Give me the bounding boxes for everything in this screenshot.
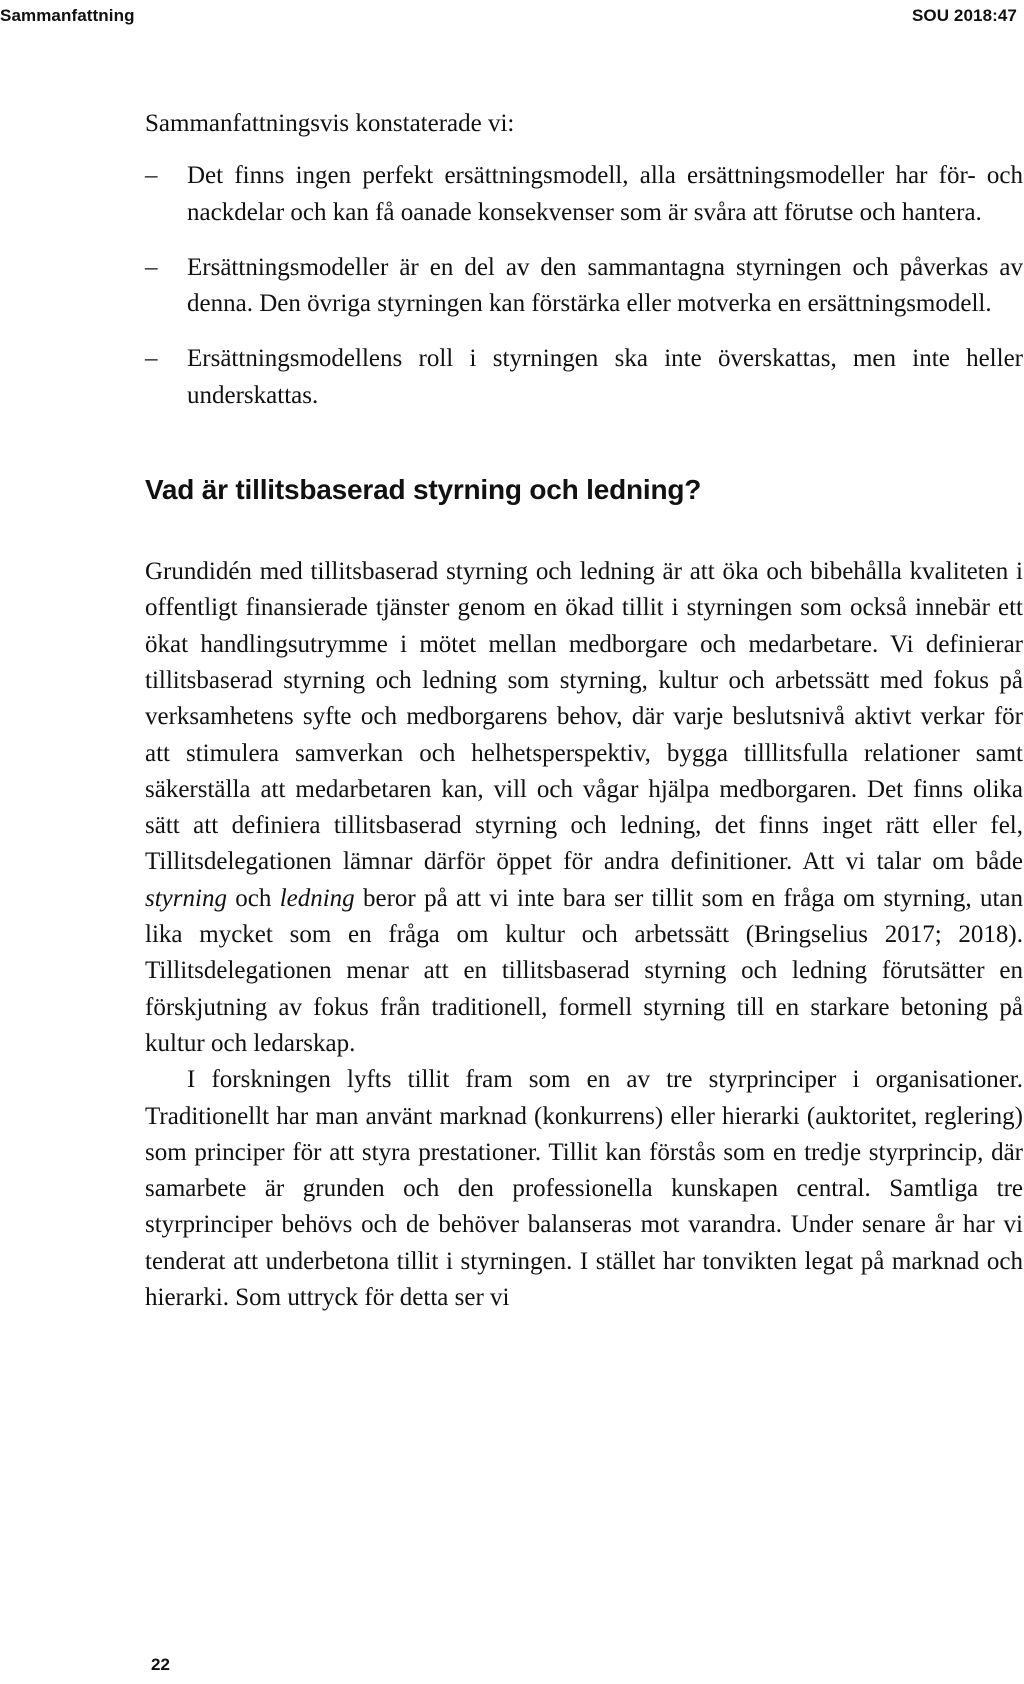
list-item xyxy=(145,250,1023,323)
list-item xyxy=(145,158,1023,231)
page-number: 22 xyxy=(151,1655,170,1674)
dash-marker: – xyxy=(145,345,158,373)
list-item-text: Ersättningsmodellens roll i styrningen ska inte överskattas, men inte heller underskattas. xyxy=(187,345,1023,409)
paragraph-text: och xyxy=(226,884,280,912)
emphasis-text: styrning xyxy=(145,884,227,912)
header-document-reference: SOU 2018:47 xyxy=(911,6,1017,25)
list-item xyxy=(145,341,1023,414)
summary-list xyxy=(145,158,1023,414)
section-heading: Vad är tillitsbaserad styrning och ledning? xyxy=(145,474,702,506)
dash-marker: – xyxy=(145,253,158,281)
list-item-text: Det finns ingen perfekt ersättningsmodell, alla ersättningsmodeller har för- och nackdelar och kan få oanade konsekvenser som är svåra att förutse och hantera. xyxy=(187,162,1023,226)
header-section-title: Sammanfattning xyxy=(0,6,135,25)
page-body xyxy=(145,106,1023,1316)
paragraph-text: Grundidén med tillitsbaserad styrning och ledning är att öka och bibehålla kvaliteten i offentligt finansierade tjänster genom en ökad tillit i styrningen som också innebär ett ökat handlingsutrymme i mötet mellan medborgare och medarbetare. Vi definierar tillitsbaserad styrning och ledning som styrning, kultur och arbetssätt med fokus på verksamhetens syfte och medborgarens behov, där varje beslutsnivå aktivt verkar för att stimulera samverkan och helhetsperspektiv, bygga tilllitsfulla relationer samt säkerställa att medarbetaren kan, vill och vågar hjälpa medborgaren. Det finns olika sätt att definiera tillitsbaserad styrning och ledning, det finns inget rätt eller fel, Tillitsdelegationen lämnar därför öppet för andra definitioner. Att vi talar om både xyxy=(145,558,1023,876)
dash-marker: – xyxy=(145,162,158,190)
intro-line: Sammanfattningsvis konstaterade vi: xyxy=(145,110,515,137)
emphasis-text: ledning xyxy=(279,884,355,912)
running-header xyxy=(0,6,1017,30)
list-item-text: Ersättningsmodeller är en del av den sammantagna styrningen och påverkas av denna. Den övriga styrningen kan förstärka eller motverka en ersättningsmodell. xyxy=(187,253,1023,318)
body-paragraph: I forskningen lyfts tillit fram som en av tre styrprinciper i organisationer. Traditionellt har man använt marknad (konkurrens) eller hierarki (auktoritet, reglering) som principer för att styra prestationer. Tillit kan förstås som en tredje styrprincip, där samarbete är grunden och den professionella kunskapen central. Samtliga tre styrprinciper behövs och de behöver balanseras mot varandra. Under senare år har vi tenderat att underbetona tillit i styrningen. I stället har tonvikten legat på marknad och hierarki. Som uttryck för detta ser vi xyxy=(145,1066,1023,1312)
paragraph-text: beror på att vi inte bara ser tillit som en fråga om styrning, utan lika mycket som en fråga om kultur och arbetssätt (Bringselius 2017; 2018). Tillitsdelegationen menar att en tillitsbaserad styrning och ledning förutsätter en förskjutning av fokus från traditionell, formell styrning till en starkare betoning på kultur och ledarskap. xyxy=(145,884,1023,1057)
body-paragraph xyxy=(145,554,1023,1062)
